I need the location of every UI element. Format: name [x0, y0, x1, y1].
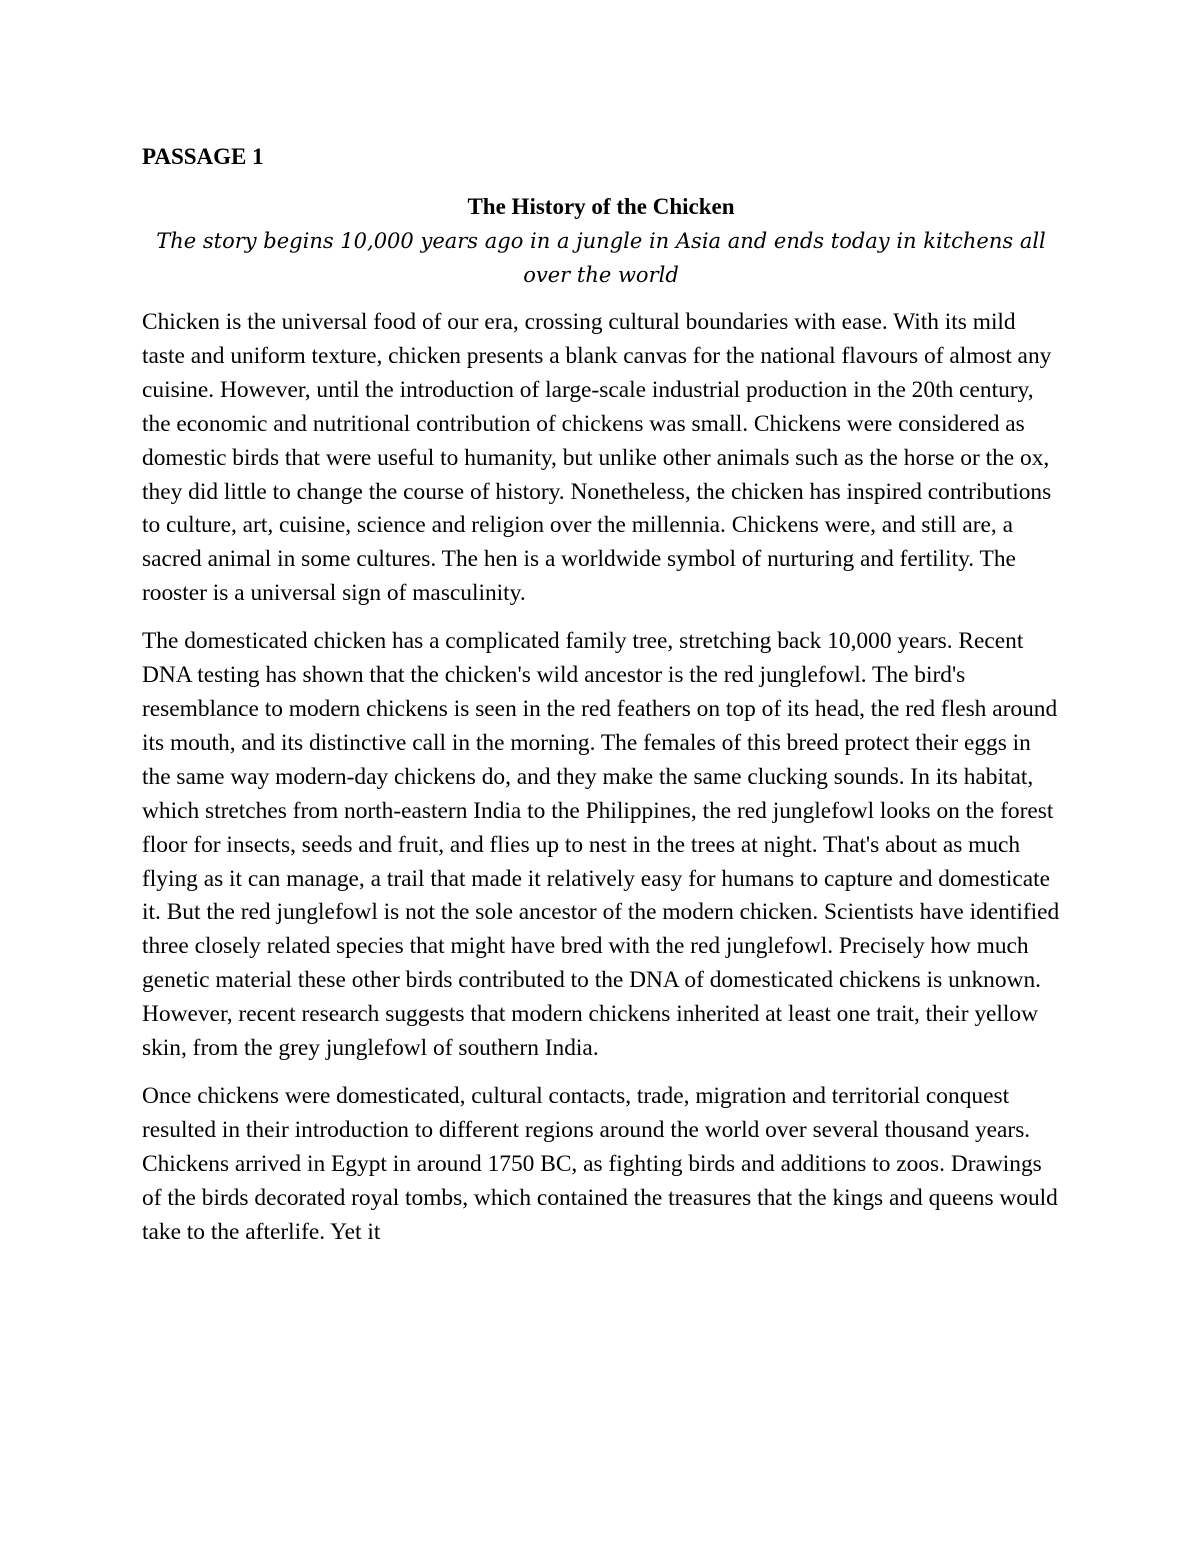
paragraph-3: Once chickens were domesticated, cultural contacts, trade, migration and territorial conquest resulted in their introduction to different regions around the world over several thousand years. Chickens arrived in Egypt in around 1750 BC, as fighting birds and additions to zoos. Drawings of the birds decorated royal tombs, which contained the treasures that the kings and queens would take to the afterlife. Yet it: [142, 1082, 1058, 1245]
passage-label: PASSAGE 1: [142, 144, 264, 169]
document-subtitle: The story begins 10,000 years ago in a jungle in Asia and ends today in kitchens all over the world: [156, 229, 1046, 287]
document-title: The History of the Chicken: [467, 194, 735, 219]
paragraph-1: Chicken is the universal food of our era, crossing cultural boundaries with ease. With its mild taste and uniform texture, chicken presents a blank canvas for the national flavours of almost any cuisine. However, until the introduction of large-scale industrial production in the 20th century, the economic and nutritional contribution of chickens was small. Chickens were considered as domestic birds that were useful to humanity, but unlike other animals such as the horse or the ox, they did little to change the course of history. Nonetheless, the chicken has inspired contributions to culture, art, cuisine, science and religion over the millennia. Chickens were, and still are, a sacred animal in some cultures. The hen is a worldwide symbol of nurturing and fertility. The rooster is a universal sign of masculinity.: [142, 309, 1052, 607]
document-content: [142, 140, 1060, 1263]
paragraph-2: The domesticated chicken has a complicated family tree, stretching back 10,000 years. Recent DNA testing has shown that the chicken's wild ancestor is the red junglefowl. The bird's resemblance to modern chickens is seen in the red feathers on top of its head, the red flesh around its mouth, and its distinctive call in the morning. The females of this breed protect their eggs in the same way modern-day chickens do, and they make the same clucking sounds. In its habitat, which stretches from north-eastern India to the Philippines, the red junglefowl looks on the forest floor for insects, seeds and fruit, and flies up to nest in the trees at night. That's about as much flying as it can manage, a trail that made it relatively easy for humans to capture and domesticate it. But the red junglefowl is not the sole ancestor of the modern chicken. Scientists have identified three closely related species that might have bred with the red junglefowl. Precisely how much genetic material these other birds contributed to the DNA of domesticated chickens is unknown. However, recent research suggests that modern chickens inherited at least one trait, their yellow skin, from the grey junglefowl of southern India.: [142, 628, 1060, 1062]
